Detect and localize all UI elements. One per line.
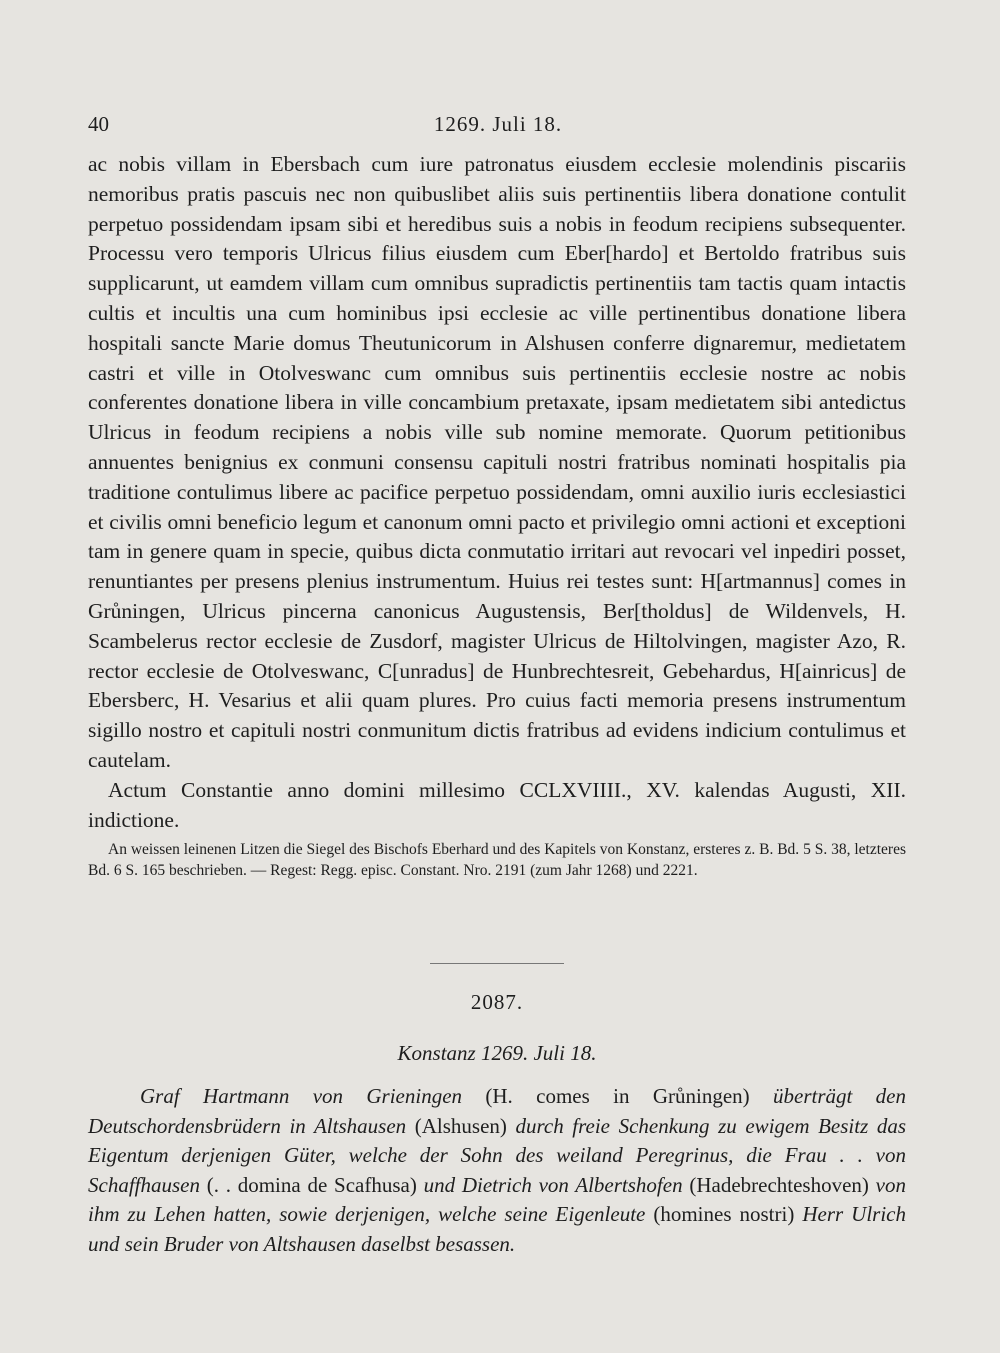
regest-segment: von ihm zu Lehen hatten, sowie derjenigen, welche seine Eigenleute: [88, 1172, 906, 1227]
running-header: [88, 112, 908, 142]
regest-segment: (H. comes in Grůningen): [462, 1084, 773, 1109]
document-place-date: Konstanz 1269. Juli 18.: [397, 1041, 597, 1066]
regest-segment: und Dietrich von Albertshofen: [423, 1172, 683, 1197]
regest-segment: durch freie Schenkung zu ewigem Besitz das Eigentum derjenigen Güter, welche der Sohn des weiland Peregrinus, die Frau . . von Schaffhausen: [88, 1113, 907, 1197]
regest-segment: (. . domina de Scafhusa): [199, 1172, 424, 1197]
regest-segment: überträgt den Deutschordensbrüdern in Altshausen: [88, 1084, 907, 1138]
document-number: 2087.: [470, 990, 524, 1015]
regest-segment: (homines nostri): [645, 1202, 803, 1227]
charter-text: ac nobis villam in Ebersbach cum iure patronatus eiusdem ecclesie molendinis piscariis nemoribus pratis pascuis nec non quibuslibet aliis suis pertinentiis libera donatione contulit perpetuo possidendam ipsam sibi et heredibus suis a nobis in feodum recipiens subsequenter. Processu vero temporis Ulricus filius eiusdem cum Eber[hardo] et Bertoldo fratribus suis supplicarunt, ut eamdem villam cum omnibus supradictis pertinentiis tam tactis quam intactis cultis et incultis una cum hominibus ipsi ecclesie ac ville pertinentibus donatione libera hospitali sancte Marie domus Theutunicorum in Alshusen conferre dignaremur, medietatem castri et ville in Otolveswanc cum omnibus suis pertinentiis ecclesie nostre ac nobis conferentes donatione libera in ville concambium pretaxate, ipsam medietatem sibi antedictus Ulricus in feodum recipiens a nobis ville sub nomine memorate. Quorum petitionibus annuentes benignius ex conmuni consensu capituli nostri fratribus nominati hospitalis pia traditione contulimus libere ac pacifice perpetuo possidendam, omni auxilio iuris ecclesiastici et civilis omni beneficio legum et canonum omni pacto et privilegio omni actioni et exceptioni tam in genere quam in specie, quibus dicta conmutatio irritari aut revocari vel inpediri posset, renuntiantes per presens plenius instrumentum. Huius rei testes sunt: H[artmannus] comes in Grůningen, Ulricus pincerna canonicus Augustensis, Ber[tholdus] de Wildenvels, H. Scambelerus rector ecclesie de Zusdorf, magister Ulricus de Hiltolvingen, magister Azo, R. rector ecclesie de Otolveswanc, C[unradus] de Hunbrechtesreit, Gebehardus, H[ainricus] de Ebersberc, H. Vesarius et alii quam plures. Pro cuius facti memoria presens instrumentum sigillo nostro et capituli nostri conmunitum dictis fratribus ad evidens indicium contulimus et cautelam.: [88, 152, 906, 772]
regest-segment: Graf Hartmann von Grieningen: [140, 1084, 463, 1109]
page-body: [88, 150, 906, 1259]
page-number: 40: [88, 112, 109, 136]
regest-segment: (Alshusen): [406, 1113, 516, 1138]
actum-clause: Actum Constantie anno domini millesimo CCLXVIIII., XV. kalendas Augusti, XII. indictione.: [88, 777, 906, 832]
document-regest: [88, 1082, 906, 1259]
editorial-note: An weissen leinenen Litzen die Siegel des Bischofs Eberhard und des Kapitels von Konstanz, ersteres z. B. Bd. 5 S. 38, letzteres Bd. 6 S. 165 beschrieben. — Regest: Regg. episc. Constant. Nro. 2191 (zum Jahr 1268) und 2221.: [88, 841, 906, 880]
running-dateline: 1269. Juli 18.: [433, 112, 563, 136]
regest-segment: (Hadebrechteshoven): [682, 1172, 876, 1197]
regest-segment: Herr Ulrich und sein Bruder von Altshausen daselbst besassen.: [88, 1202, 906, 1256]
section-divider: [430, 963, 564, 964]
